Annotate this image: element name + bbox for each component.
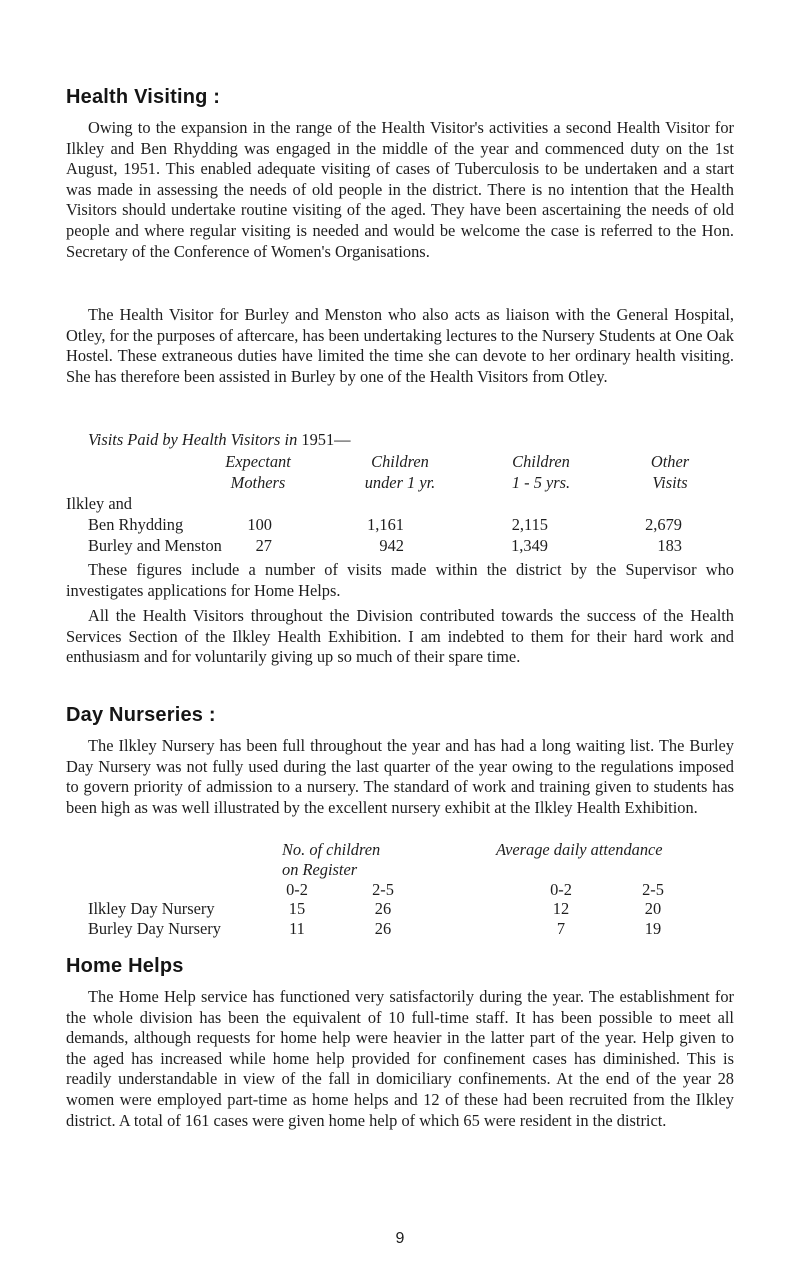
nurseries-row-ilkley-label: Ilkley Day Nursery [88, 899, 215, 918]
visits-row-burley-under-1: 942 [379, 536, 404, 555]
visits-col-children-1-5-line1: Children [512, 452, 570, 471]
visits-col-expectant-mothers-line1: Expectant [225, 452, 291, 471]
visits-row-ilkley-label-line1: Ilkley and [66, 494, 132, 513]
visits-col-children-1-5-line2: 1 - 5 yrs. [511, 473, 571, 492]
visits-row-burley-expectant: 27 [255, 536, 272, 555]
visits-row-ilkley-other: 2,679 [645, 515, 682, 534]
visits-row-ilkley-under-1: 1,161 [367, 515, 404, 534]
nurseries-row-ilkley-attendance-2-5: 20 [644, 899, 662, 918]
visits-row-ilkley-expectant: 100 [247, 515, 272, 534]
nurseries-row-burley-register-0-2: 11 [289, 919, 305, 938]
nurseries-group-register-line2: on Register [282, 860, 358, 879]
nurseries-row-ilkley-register-0-2: 15 [288, 899, 306, 918]
visits-col-expectant-mothers-line2: Mothers [230, 473, 286, 492]
visits-col-children-under-1-line1: Children [371, 452, 429, 471]
nurseries-age-register-0-2: 0-2 [286, 880, 308, 899]
nurseries-row-burley-attendance-2-5: 19 [644, 919, 662, 938]
home-helps-paragraph-1: The Home Help service has functioned very satisfactorily during the year. The establishment for the whole division has been the equivalent of 10 full-time staff. It has been possible to meet all demands, although requests for home help were heavier in the latter part of the year. Help given to the aged has increased while home help provided for confinement cases has diminished. This is readily understandable in view of the fall in domiciliary confinements. At the end of the year 28 women were employed part-time as home helps and 12 of these had been recruited from the Ilkley district. A total of 161 cases were given home help of which 65 were resident in the district. [66, 987, 734, 1130]
health-visiting-paragraph-1: Owing to the expansion in the range of the Health Visitor's activities a second Health Visitor for Ilkley and Ben Rhydding was engaged in the middle of the year and commenced duty on the 1st August, 1951. This enabled adequate visiting of cases of Tuberculosis to be undertaken and a start was made in assessing the needs of old people in the district. There is no intention that the Health Visitors should undertake routine visiting of the aged. They have been ascertaining the needs of old people and where regular visiting is needed and would be welcome the case is referred to the Hon. Secretary of the Conference of Women's Organisations. [66, 118, 734, 261]
visits-table-caption-italic: Visits Paid by Health Visitors in [88, 430, 298, 449]
visits-row-ilkley-label-line2: Ben Rhydding [88, 515, 184, 534]
nurseries-row-ilkley-attendance-0-2: 12 [552, 899, 570, 918]
visits-row-burley-1-5: 1,349 [511, 536, 548, 555]
nurseries-age-register-2-5: 2-5 [372, 880, 394, 899]
nurseries-row-ilkley-register-2-5: 26 [374, 899, 392, 918]
section-heading-health-visiting: Health Visiting : [66, 86, 221, 108]
nurseries-age-attendance-2-5: 2-5 [642, 880, 664, 899]
section-heading-home-helps: Home Helps [66, 955, 184, 977]
visits-table-caption-year: 1951— [301, 430, 351, 449]
visits-col-children-under-1-line2: under 1 yr. [364, 473, 436, 492]
visits-row-burley-other: 183 [657, 536, 682, 555]
visits-row-ilkley-1-5: 2,115 [511, 515, 548, 534]
visits-row-burley-label: Burley and Menston [88, 536, 222, 555]
nurseries-age-attendance-0-2: 0-2 [550, 880, 572, 899]
visits-table-caption [88, 430, 351, 450]
visits-col-other-visits-line1: Other [650, 452, 690, 471]
nurseries-group-register-line1: No. of children [282, 840, 381, 859]
day-nurseries-paragraph-1: The Ilkley Nursery has been full throughout the year and has had a long waiting list. The Burley Day Nursery was not fully used during the last quarter of the year owing to the regulations imposed to govern priority of admission to a nursery. The standard of work and training given to students has been high as was well illustrated by the excellent nursery exhibit at the Ilkley Health Exhibition. [66, 736, 734, 817]
health-visiting-paragraph-2: The Health Visitor for Burley and Menston who also acts as liaison with the General Hospital, Otley, for the purposes of aftercare, has been undertaking lectures to the Nursery Students at One Oak Hostel. These extraneous duties have limited the time she can devote to her ordinary health visiting. She has therefore been assisted in Burley by one of the Health Visitors from Otley. [66, 305, 734, 386]
visits-col-other-visits-line2: Visits [652, 473, 688, 492]
health-visiting-paragraph-3: These figures include a number of visits made within the district by the Supervisor who investigates applications for Home Helps. [66, 560, 734, 600]
nurseries-group-attendance: Average daily attendance [496, 840, 663, 859]
health-visiting-paragraph-4: All the Health Visitors throughout the Division contributed towards the success of the Health Services Section of the Ilkley Health Exhibition. I am indebted to them for their hard work and enthusiasm and for voluntarily giving up so much of their spare time. [66, 606, 734, 667]
nurseries-row-burley-attendance-0-2: 7 [556, 919, 566, 938]
section-heading-day-nurseries: Day Nurseries : [66, 704, 216, 726]
nurseries-row-burley-label: Burley Day Nursery [88, 919, 221, 938]
nurseries-row-burley-register-2-5: 26 [374, 919, 392, 938]
page-number: 9 [395, 1230, 405, 1247]
